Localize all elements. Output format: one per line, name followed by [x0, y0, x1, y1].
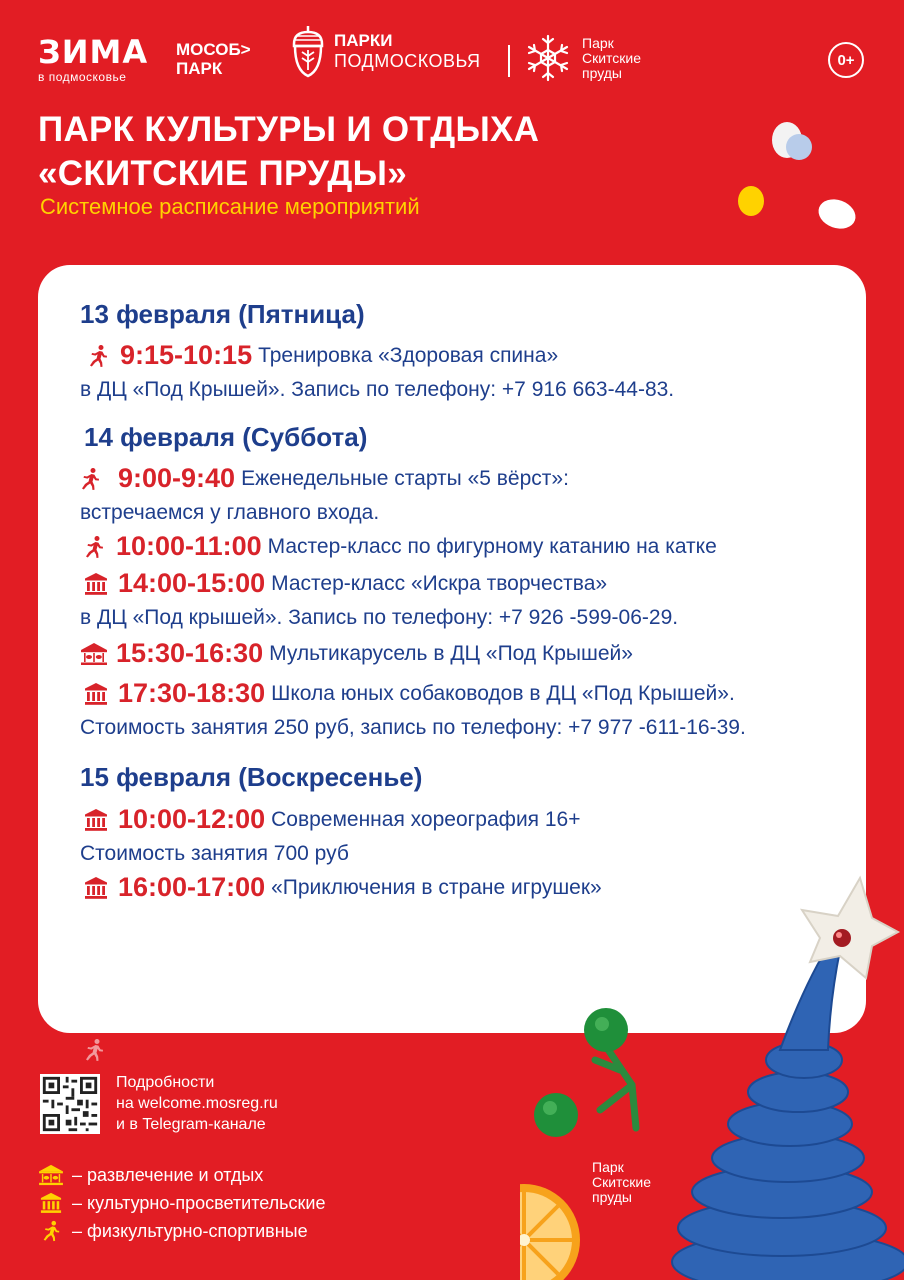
- event-title: «Приключения в стране игрушек»: [271, 875, 602, 899]
- zima-logo: [38, 33, 149, 84]
- event-time: 9:00-9:40: [118, 463, 236, 493]
- carousel-icon: [78, 642, 110, 666]
- legend-sport-label: – физкультурно-спортивные: [72, 1220, 308, 1241]
- event-time: 16:00-17:00: [118, 872, 266, 902]
- legend-culture-label: – культурно-просветительские: [72, 1192, 326, 1213]
- berry-branch-decoration: [534, 1008, 636, 1137]
- day-heading: 14 февраля (Суббота): [84, 422, 368, 452]
- parki-logo-line1: ПАРКИ: [334, 31, 393, 50]
- event-details: в ДЦ «Под крышей». Запись по телефону: +7 926 -599-06-29.: [80, 606, 679, 629]
- title-line2: «СКИТСКИЕ ПРУДЫ»: [38, 154, 408, 193]
- footer-brand-line2: Скитские: [592, 1174, 652, 1190]
- event-details: Стоимость занятия 250 руб, запись по телефону: +7 977 -611-16-39.: [80, 716, 746, 739]
- zima-logo-subtitle: в подмосковье: [38, 70, 127, 84]
- details-info: [116, 1072, 278, 1135]
- qr-code[interactable]: [40, 1074, 100, 1134]
- event-time: 10:00-12:00: [118, 804, 266, 834]
- event-time: 9:15-10:15: [120, 340, 253, 370]
- event-title: Мастер-класс «Искра творчества»: [271, 571, 608, 595]
- runner-icon: [82, 1038, 106, 1062]
- footer-brand-line3: пруды: [592, 1189, 632, 1205]
- orange-slice-decoration: [520, 1184, 580, 1280]
- skitskie-prudy-footer-logo: [592, 1160, 651, 1205]
- museum-icon: [82, 572, 110, 596]
- skit-logo-line2: Скитские: [582, 49, 642, 66]
- parki-logo-line2: ПОДМОСКОВЬЯ: [334, 51, 481, 71]
- event-item: [76, 463, 569, 494]
- title-line1: ПАРК КУЛЬТУРЫ И ОТДЫХА: [38, 110, 540, 149]
- christmas-tree-decoration: [520, 870, 904, 1280]
- museum-icon: [82, 876, 110, 900]
- event-time: 10:00-11:00: [116, 531, 262, 561]
- legend-fun-label: – развлечение и отдых: [72, 1164, 264, 1185]
- age-rating-badge: 0+: [828, 42, 864, 78]
- legend-item-fun: [38, 1164, 263, 1186]
- zima-logo-title: ЗИМА: [38, 33, 149, 71]
- runner-icon: [76, 467, 104, 491]
- page-subtitle: Системное расписание мероприятий: [40, 194, 420, 219]
- runner-icon: [84, 344, 112, 368]
- event-item: [80, 531, 717, 562]
- runner-icon: [38, 1220, 64, 1242]
- carousel-icon: [38, 1164, 64, 1186]
- day-heading: 15 февраля (Воскресенье): [80, 762, 423, 792]
- event-item: [78, 638, 633, 669]
- museum-icon: [38, 1192, 64, 1214]
- event-time: 15:30-16:30: [116, 638, 264, 668]
- decor-dot-blue: [786, 134, 812, 160]
- mosobpark-logo-line1: МОСОБ>: [176, 40, 251, 59]
- event-time: 14:00-15:00: [118, 568, 266, 598]
- star-decoration: [802, 878, 898, 978]
- event-title: Мастер-класс по фигурному катанию на катке: [267, 534, 717, 558]
- snowflake-icon: [524, 34, 572, 82]
- skitskie-prudy-logo: [524, 34, 641, 82]
- museum-icon: [82, 682, 110, 706]
- skit-logo-line1: Парк: [582, 34, 614, 51]
- skit-logo-line3: пруды: [582, 64, 622, 81]
- page-title: [38, 108, 539, 196]
- event-title: Тренировка «Здоровая спина»: [258, 343, 559, 367]
- event-title: Еженедельные старты «5 вёрст»:: [241, 466, 569, 490]
- event-details: Стоимость занятия 700 руб: [80, 842, 349, 865]
- day-heading: 13 февраля (Пятница): [80, 299, 365, 329]
- event-details: в ДЦ «Под Крышей». Запись по телефону: +7 916 663-44-83.: [80, 378, 675, 401]
- event-title: Современная хореография 16+: [271, 807, 581, 831]
- event-item: [82, 568, 607, 599]
- acorn-icon: [290, 24, 326, 78]
- event-title: Школа юных собаководов в ДЦ «Под Крышей».: [271, 681, 735, 705]
- event-item: [82, 678, 735, 709]
- event-time: 17:30-18:30: [118, 678, 266, 708]
- knitted-tree-decoration: [672, 940, 904, 1280]
- logo-divider: [508, 45, 510, 77]
- footer-brand-line1: Парк: [592, 1159, 624, 1175]
- details-link[interactable]: на welcome.mosreg.ru: [116, 1095, 278, 1112]
- event-item: [82, 804, 581, 835]
- museum-icon: [82, 808, 110, 832]
- legend-item-sport: [38, 1220, 308, 1242]
- mosobpark-logo: [176, 40, 251, 78]
- details-line3: и в Telegram-канале: [116, 1116, 266, 1133]
- details-line1: Подробности: [116, 1074, 215, 1091]
- event-item: [84, 340, 558, 371]
- decor-dot-white2: [814, 194, 859, 233]
- mosobpark-logo-line2: ПАРК: [176, 59, 223, 78]
- event-title: Мультикарусель в ДЦ «Под Крышей»: [269, 641, 633, 665]
- runner-icon: [80, 535, 108, 559]
- qr-code-icon: [40, 1074, 100, 1134]
- event-details: встречаемся у главного входа.: [80, 501, 380, 524]
- decor-dot-yellow: [738, 186, 764, 216]
- parki-podmoskovya-logo: [290, 24, 481, 78]
- legend-item-culture: [38, 1192, 326, 1214]
